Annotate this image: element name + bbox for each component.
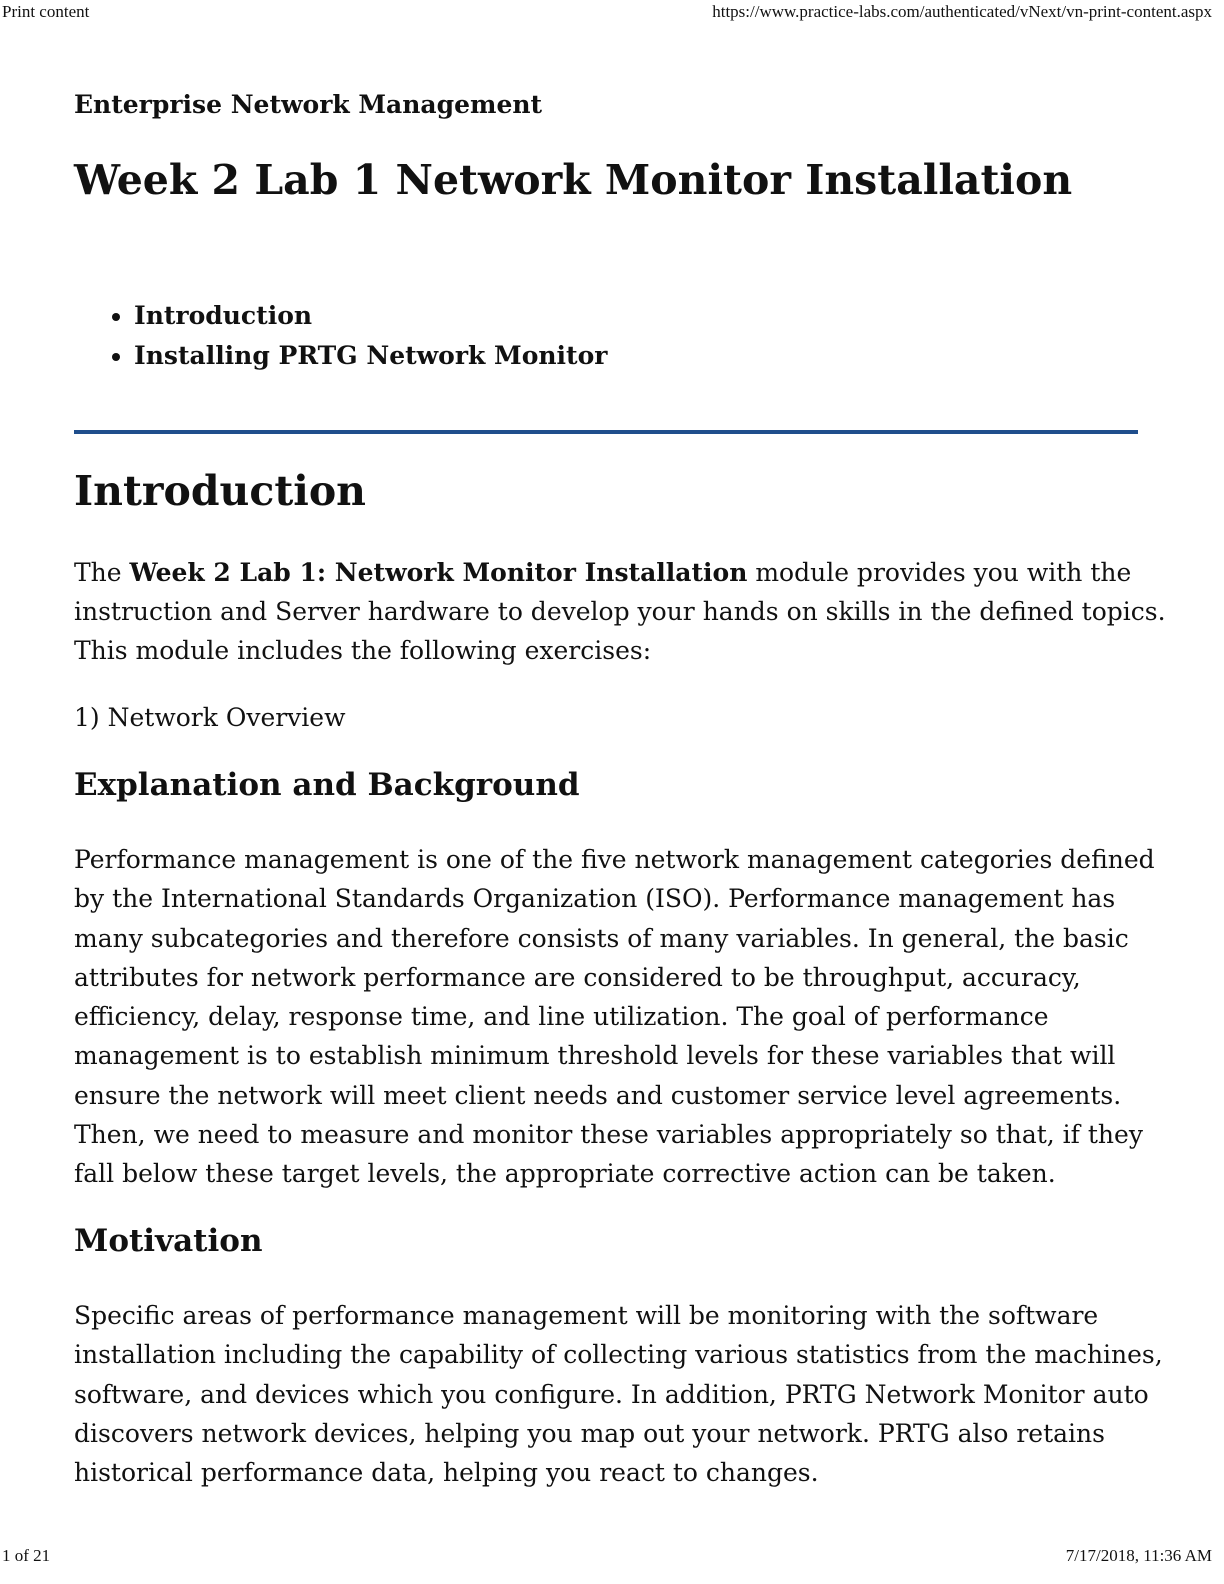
explanation-line: many subcategories and therefore consists of many variables. In general, the basic [74,923,1129,953]
explanation-line: Performance management is one of the five network management categories defined [74,845,1155,874]
course-name: Enterprise Network Management [74,90,543,119]
intro-prefix: The [74,558,130,587]
explanation-line: management is to establish minimum threshold levels for these variables that will [74,1041,1116,1071]
explanation-line: ensure the network will meet client needs and customer service level agreements. [74,1080,1122,1110]
print-footer [0,1546,1224,1568]
explanation-line: Then, we need to measure and monitor these variables appropriately so that, if they [74,1120,1143,1150]
explanation-line: by the International Standards Organization (ISO). Performance management has [74,884,1116,914]
page-counter: 1 of 21 [2,1546,51,1565]
toc-item-introduction[interactable]: • Introduction [134,296,607,336]
explanation-line: fall below these target levels, the appropriate corrective action can be taken. [74,1159,1056,1189]
intro-paragraph [74,553,1166,670]
intro-line-2: instruction and Server hardware to develop your hands on skills in the defined topics. [74,597,1166,626]
intro-line-3: This module includes the following exercises: [74,636,652,665]
lab-title: Week 2 Lab 1 Network Monitor Installation [74,156,1073,204]
motivation-line: software, and devices which you configure. In addition, PRTG Network Monitor auto [74,1379,1149,1409]
explanation-line: efficiency, delay, response time, and line utilization. The goal of performance [74,1002,1049,1032]
intro-module-name: Week 2 Lab 1: Network Monitor Installation [129,558,748,587]
intro-suffix: module provides you with the [747,558,1132,587]
print-header-url: https://www.practice-labs.com/authenticated/vNext/vn-print-content.aspx [712,2,1212,21]
table-of-contents [74,296,607,376]
motivation-paragraph [74,1296,1163,1492]
intro-line-1 [74,553,1138,592]
heading-explanation-background: Explanation and Background [74,767,580,803]
toc-item-installing-prtg[interactable]: • Installing PRTG Network Monitor [134,336,607,376]
motivation-line: Specific areas of performance management will be monitoring with the software [74,1301,1099,1330]
section-title-introduction: Introduction [74,467,366,515]
motivation-line: discovers network devices, helping you map out your network. PRTG also retains [74,1418,1105,1448]
print-timestamp: 7/17/2018, 11:36 AM [1065,1546,1212,1565]
explanation-paragraph [74,840,1155,1194]
exercise-item-1: 1) Network Overview [74,703,346,732]
motivation-line: installation including the capability of collecting various statistics from the machines, [74,1340,1163,1370]
heading-motivation: Motivation [74,1223,263,1259]
print-header-title: Print content [2,2,90,21]
motivation-line: historical performance data, helping you react to changes. [74,1458,819,1488]
explanation-line: attributes for network performance are considered to be throughput, accuracy, [74,962,1081,992]
print-header [0,2,1224,24]
section-divider [74,430,1138,434]
